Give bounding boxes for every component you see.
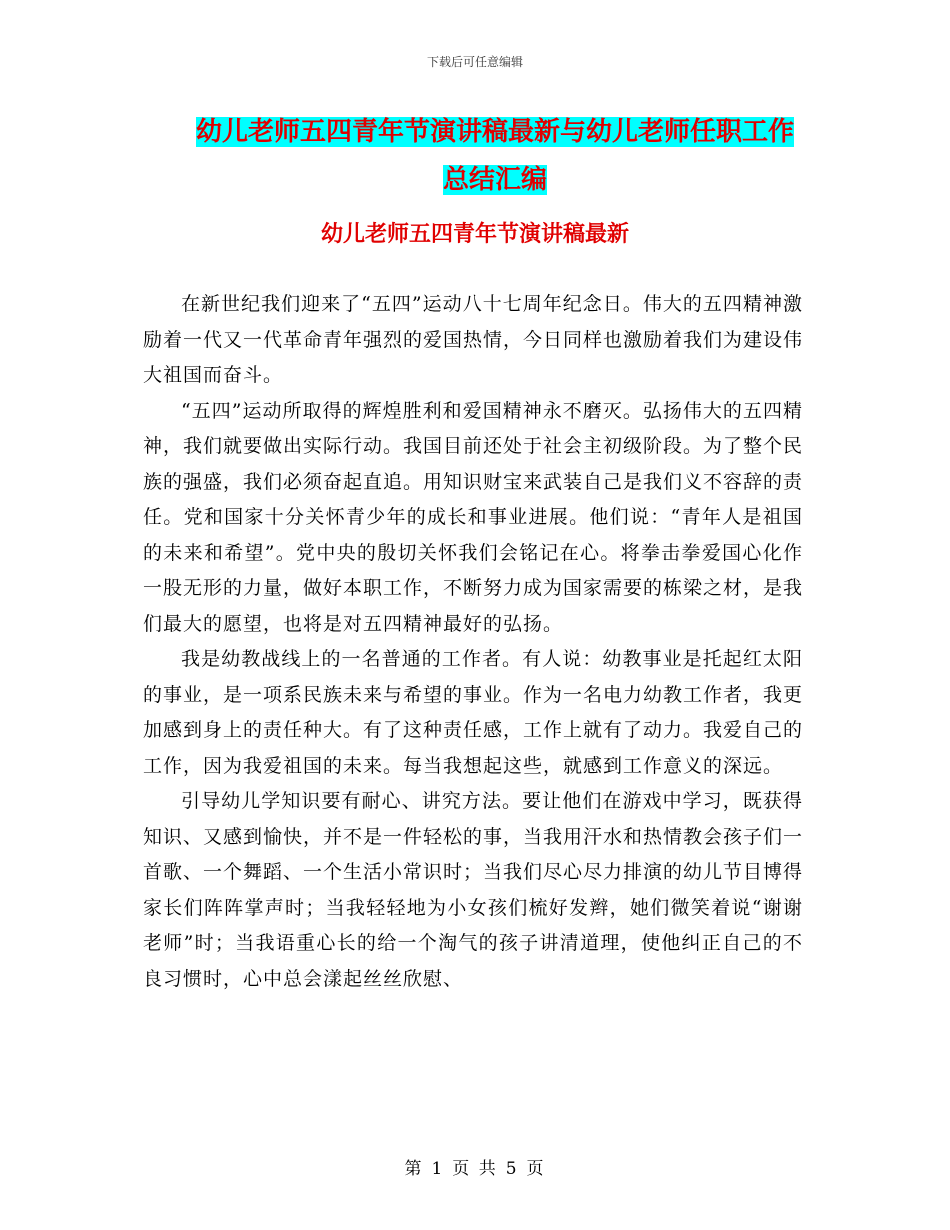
- footer-page-number: 1: [431, 1159, 445, 1179]
- document-title-line-2: 总结汇编: [442, 165, 547, 195]
- body-text: [143, 287, 803, 997]
- paragraph: “五四”运动所取得的辉煌胜利和爱国精神永不磨灭。弘扬伟大的五四精神，我们就要做出实际行动。我国目前还处于社会主初级阶段。为了整个民族的强盛，我们必须奋起直追。用知识财宝来武装自己是我们义不容辞的责任。党和国家十分关怀青少年的成长和事业进展。他们说：“青年人是祖国的未来和希望”。党中央的殷切关怀我们会铭记在心。将拳击拳爱国心化作一股无形的力量，做好本职工作，不断努力成为国家需要的栋梁之材，是我们最大的愿望，也将是对五四精神最好的弘扬。: [143, 399, 804, 635]
- document-title-line-1: 幼儿老师五四青年节演讲稿最新与幼儿老师任职工作: [195, 117, 794, 147]
- footer-middle: 页 共: [452, 1159, 498, 1179]
- paragraph: 我是幼教战线上的一名普通的工作者。有人说：幼教事业是托起红太阳的事业，是一项系民族未来与希望的事业。作为一名电力幼教工作者，我更加感到身上的责任种大。有了这种责任感，工作上就有了动力。我爱自己的工作，因为我爱祖国的未来。每当我想起这些，就感到工作意义的深远。: [143, 648, 804, 777]
- page-footer: [0, 1154, 950, 1179]
- paragraph: 在新世纪我们迎来了“五四”运动八十七周年纪念日。伟大的五四精神激励着一代又一代革命青年强烈的爱国热情，今日同样也激励着我们为建设伟大祖国而奋斗。: [143, 293, 804, 386]
- footer-total-pages: 5: [505, 1159, 519, 1179]
- footer-prefix: 第: [404, 1159, 424, 1179]
- document-title: [145, 108, 845, 204]
- footer-suffix: 页: [526, 1159, 546, 1179]
- header-note: 下载后可任意编辑: [426, 55, 523, 69]
- section-heading: 幼儿老师五四青年节演讲稿最新: [320, 222, 629, 247]
- paragraph: 引导幼儿学知识要有耐心、讲究方法。要让他们在游戏中学习，既获得知识、又感到愉快，并不是一件轻松的事，当我用汗水和热情教会孩子们一首歌、一个舞蹈、一个生活小常识时；当我们尽心尽力排演的幼儿节目博得家长们阵阵掌声时；当我轻轻地为小女孩们梳好发辫，她们微笑着说“谢谢老师”时；当我语重心长的给一个淘气的孩子讲清道理，使他纠正自己的不良习惯时，心中总会漾起丝丝欣慰、: [143, 790, 804, 990]
